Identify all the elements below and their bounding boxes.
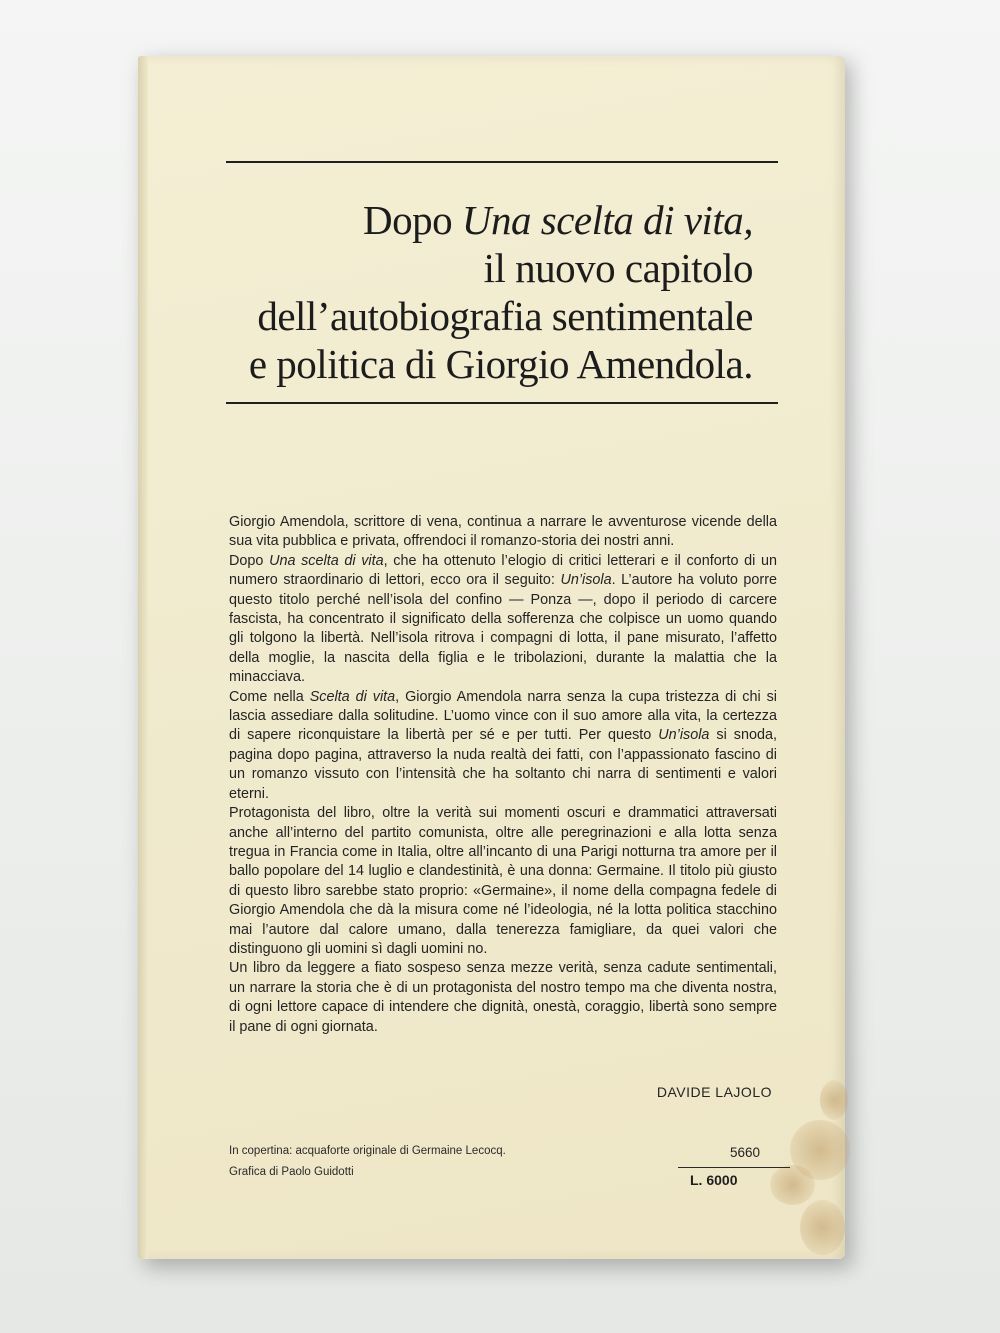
price-rule xyxy=(678,1167,790,1168)
blurb-paragraph-1: Giorgio Amendola, scrittore di vena, continua a narrare le avventurose vicende della sua vita pubblica e privata, offrendoci il romanzo-storia dei nostri anni. xyxy=(229,514,777,550)
blurb-p2-title: Una scelta di vita xyxy=(269,552,384,569)
blurb-p2-part: . L’autore ha voluto porre questo titolo perché nell’isola del confino — Ponza —, dopo il periodo di carcere fascista, ha concentrato il significato della sofferenza che colpisce un uomo quando gli tolgono la libertà. Nell’isola ritrova i compagni di lotta, il pane misurato, l’affetto della moglie, la nascita della figlia e le tribolazioni, durante la malattia che la minacciava. xyxy=(229,572,777,686)
price-label: L. 6000 xyxy=(690,1172,738,1188)
blurb-p3-part: Come nella xyxy=(229,688,310,705)
blurb-paragraph-4: Protagonista del libro, oltre la verità sui momenti oscuri e drammatici attraversati anche all’interno del partito comunista, oltre alle peregrinazioni e alla lotta senza tregua in Francia come in Italia, oltre all’incanto di una Parigi notturna tra amore per il ballo popolare del 14 luglio e clandestinità, è una donna: Germaine. Il titolo più giusto di questo libro sarebbe stato proprio: «Germaine», il nome della compagna fedele di Giorgio Amendola che dà la misura come né l’ideologia, né la lotta politica stacchino mai l’autore dal calore umano, dalla tenerezza famigliare, da quei valori che distinguono gli uomini sì dagli uomini no. xyxy=(229,805,777,957)
blurb-p2-part: Dopo xyxy=(229,552,270,569)
blurb-p3-title: Scelta di vita xyxy=(309,688,396,705)
headline-line-4: e politica di Giorgio Amendola. xyxy=(248,341,753,387)
signature: DAVIDE LAJOLO xyxy=(656,1084,772,1100)
blurb-text xyxy=(229,513,777,1037)
cover-credit: In copertina: acquaforte originale di Germaine Lecocq. xyxy=(229,1145,506,1157)
blurb-p2-part: , che ha ottenuto l’elogio di critici letterari e il conforto di un numero straordinario di lettori, ecco ora il seguito: xyxy=(229,552,777,589)
blurb-p3-title: Un’isola xyxy=(658,727,710,744)
bottom-rule xyxy=(226,402,778,404)
headline-line-3: dell’autobiografia sentimentale xyxy=(257,293,753,339)
blurb-paragraph-2 xyxy=(229,552,777,688)
blurb-p3-part: si snoda, pagina dopo pagina, attraverso la nuda realtà dei fatti, con l’appassionato fascino di un romanzo vissuto con l’intensità che ha soltanto chi narra di sentimenti e valori eterni. xyxy=(229,727,777,802)
headline-title: Una scelta di vita, xyxy=(461,197,753,243)
graphics-credit: Grafica di Paolo Guidotti xyxy=(229,1166,354,1178)
blurb-paragraph-5: Un libro da leggere a fiato sospeso senza mezze verità, senza cadute sentimentali, un narrare la storia che è di un protagonista del nostro tempo ma che diventa nostra, di ogni lettore capace di intendere che dignità, onestà, coraggio, libertà sono sempre il pane di ogni giornata. xyxy=(229,960,777,1035)
credits xyxy=(229,1141,589,1183)
stain-mark xyxy=(800,1200,845,1255)
headline xyxy=(228,196,753,388)
stain-mark xyxy=(820,1080,848,1120)
headline-line-2: il nuovo capitolo xyxy=(483,245,753,291)
book-spine-edge xyxy=(138,56,148,1259)
blurb-paragraph-3 xyxy=(229,688,777,804)
book-code: 5660 xyxy=(729,1145,760,1160)
blurb-p3-part: , Giorgio Amendola narra senza la cupa tristezza di chi si lascia assediare dalla solitudine. L’uomo vince con il suo amore alla vita, la certezza di sapere riconquistare la libertà per sé e per tutti. Per questo xyxy=(229,688,777,744)
headline-prefix: Dopo xyxy=(363,197,462,243)
blurb-p2-title: Un’isola xyxy=(560,572,612,589)
headline-line-1 xyxy=(228,196,753,244)
top-rule xyxy=(226,161,778,163)
